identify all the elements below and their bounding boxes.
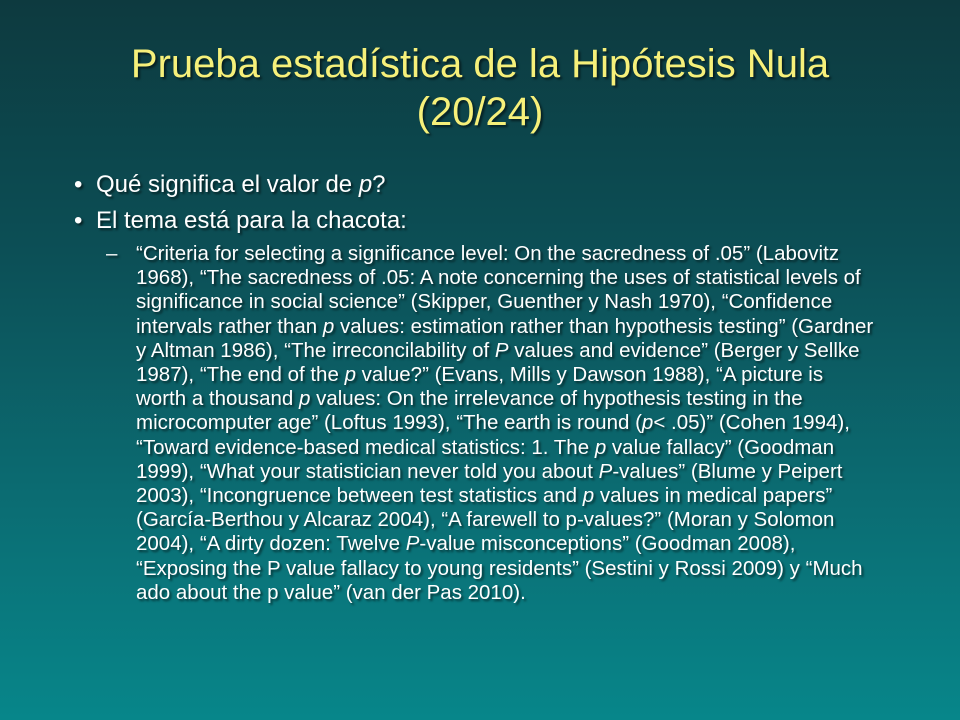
citation-segment: -value misconceptions” (Goodman 2008), [419,532,796,556]
citation-segment: < .05)” (Cohen 1994), [653,411,850,435]
citation-italic-segment: P [405,532,420,556]
bullet-item-p-value [74,170,904,200]
citations-paragraph [106,242,876,605]
citation-italic-segment: P [598,459,613,483]
bullet-item-chacota [74,206,904,236]
citation-segment: “The end of the [199,363,345,387]
citation-italic-segment: P [494,338,509,362]
citation-segment: “Toward evidence-based medical statistics: 1. The [136,435,595,459]
title-line-1: Prueba estadística de la Hipótesis Nula [130,42,830,86]
citation-segment: “A picture is worth a thousand [136,363,824,411]
citation-segment: “Criteria for selecting a significance level: On the sacredness of .05” (Labovitz 1968), [136,242,840,290]
citation-segment: “The sacredness of .05: A note concerning the uses of statistical levels of significance in social science” (Skipper, Guenther y Nash 1970), [136,266,861,314]
title-line-2: (20/24) [416,90,544,134]
bullet-text: El tema está para la chacota: [96,207,407,234]
sub-bullet-marker: – [106,242,118,265]
citation-segment: “Exposing the P value fallacy to young residents” (Sestini y Rossi 2009) y [136,556,806,580]
citation-segment: values: estimation rather than hypothesis testing” (Gardner y Altman 1986), [136,314,874,362]
citation-segment: “What your statistician never told you about [199,459,599,483]
citation-italic-segment: p [298,387,311,411]
citation-segment: “The irreconcilability of [284,338,495,362]
citation-segment: “A dirty dozen: Twelve [199,532,406,556]
bullet-marker: • [74,171,83,198]
citation-segment: values in medical papers” (García-Berthou y Alcaraz 2004), [136,484,833,532]
citation-italic-segment: p [344,363,356,387]
citation-segment: values: On the irrelevance of hypothesis testing in the microcomputer age” (Loftus 1993), [136,387,803,435]
citation-italic-segment: p [322,314,335,338]
bullet-list [74,170,904,605]
bullet-text-italic: p [358,171,373,198]
citation-italic-segment: p [641,411,654,435]
bullet-text-suffix: ? [372,171,386,198]
bullet-text-prefix: Qué significa el valor de [96,171,359,198]
slide-title [60,40,900,136]
citation-italic-segment: p [594,435,607,459]
citation-italic-segment: p [582,484,595,508]
citation-segment: “Incongruence between test statistics and [199,484,583,508]
bullet-text [96,171,386,198]
citation-segment: -values” (Blume y Peipert 2003), [136,459,843,508]
citation-segment: “The earth is round ( [456,411,642,435]
citation-segment: value fallacy” (Goodman 1999), [136,435,835,483]
citations-text [136,242,873,604]
citation-segment: value?” (Evans, Mills y Dawson 1988), [355,363,716,387]
citation-segment: “A farewell to p-values?” (Moran y Solomon 2004), [136,508,835,556]
bullet-marker: • [74,207,83,234]
citation-segment: values and evidence” (Berger y Sellke 1987), [136,338,860,387]
citation-segment: “Much ado about the p value” (van der Pas 2010). [136,556,863,604]
citation-segment: “Confidence intervals rather than [136,290,833,338]
